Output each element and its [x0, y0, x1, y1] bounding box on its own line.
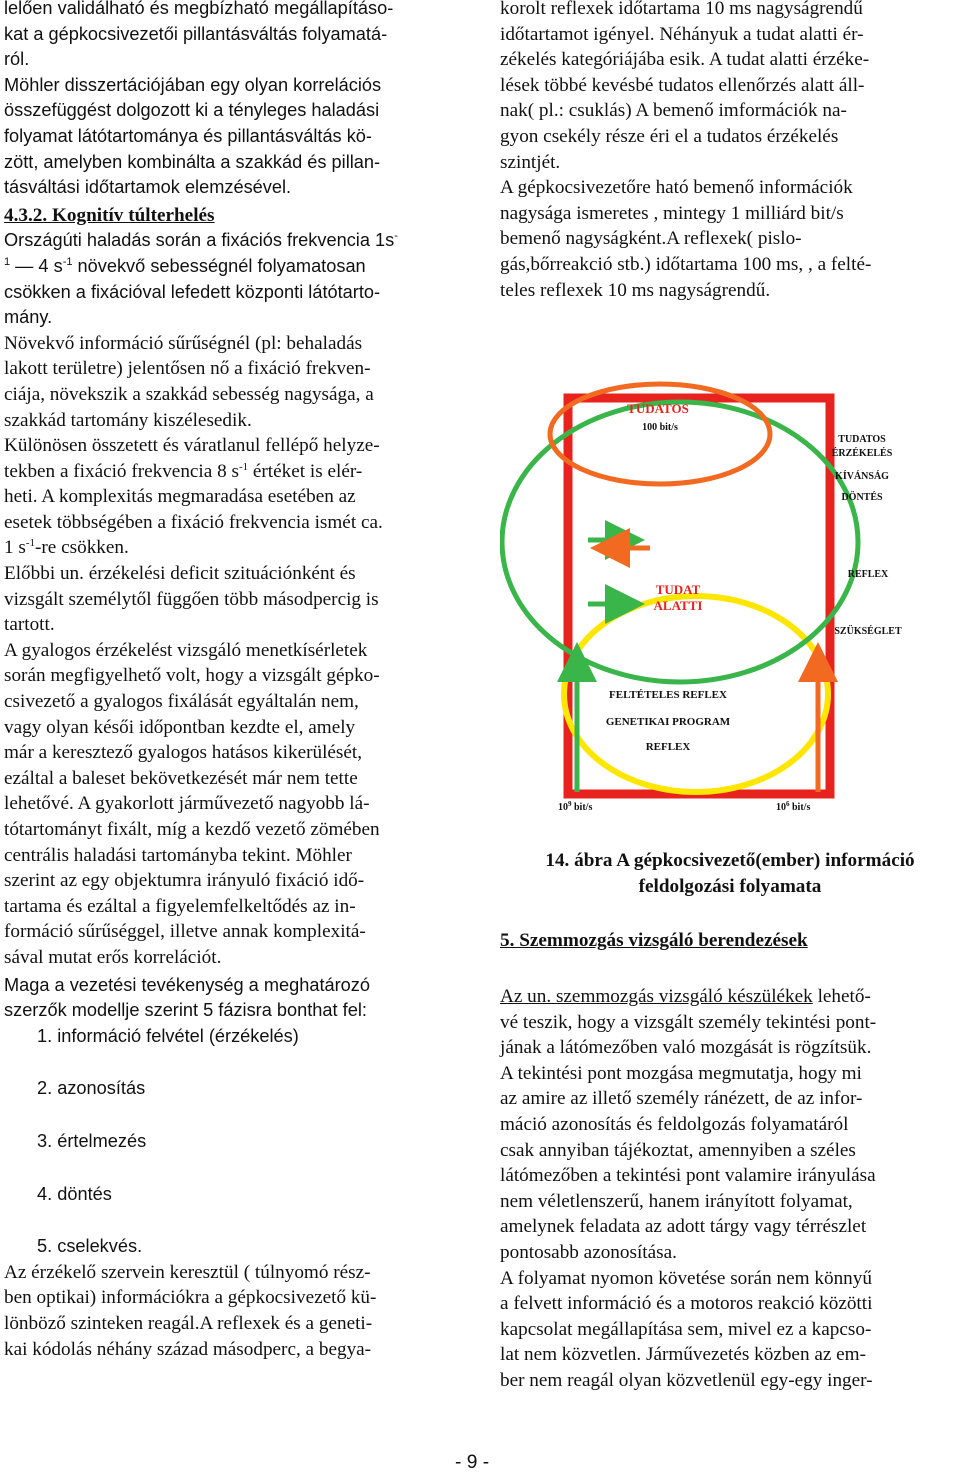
list-item: 5. cselekvés.	[37, 1236, 143, 1257]
paragraph-fixation	[4, 228, 456, 330]
text-line: vé teszik, hogy a vizsgált személy tekintési pont-	[500, 1011, 877, 1033]
text-line: kat a gépkocsivezetői pillantásváltás folyamatá-	[4, 23, 388, 44]
text-line: szakkád tartomány kiszélesedik.	[4, 409, 252, 431]
section-heading-szemmozgas: 5. Szemmozgás vizsgáló berendezések	[500, 930, 808, 951]
text-line: vizsgált személytől függően több másodpercig is	[4, 588, 379, 610]
text-line: zékelés kategóriájába esik. A tudat alatti érzéke-	[500, 49, 870, 71]
text-line: Előbbi un. érzékelési deficit szituációnként és	[4, 563, 356, 585]
phase-list	[4, 1024, 456, 1260]
section-heading-kognitiv: 4.3.2. Kognitív túlterhelés	[4, 204, 215, 226]
list-item: 2. azonosítás	[37, 1078, 146, 1099]
text-line: jának a látómezőben való mozgását is rögzítsük.	[500, 1037, 872, 1059]
text-line: lések többé kevésbé tudatos ellenőrzés alatt áll-	[500, 74, 865, 96]
text-line: korolt reflexek időtartama 10 ms nagyságrendű	[500, 0, 863, 19]
page-number: - 9 -	[455, 1452, 490, 1473]
text-line: tásváltási időtartamok elemzésével.	[4, 177, 292, 198]
label-bits-left: $10^9$ bit/s	[558, 800, 593, 813]
text-line: az amire az illető személy ránézett, de az infor-	[500, 1088, 863, 1110]
figure-diagram	[500, 352, 960, 822]
paragraph-motor-reaction	[500, 1266, 958, 1394]
text-line: vagy olyan késői időpontban kezdte el, amely	[4, 716, 356, 738]
text-line: tótartományt fixált, míg a kezdő vezető zömében	[4, 819, 380, 840]
text-line: sával mutat erős korrelációt.	[4, 946, 222, 968]
figure-caption	[500, 848, 960, 900]
label-100bits: 100 bit/s	[642, 422, 678, 433]
text-line: formáció sűrűséggel, illetve annak komplexitá-	[4, 921, 366, 943]
text-line: A tekintési pont mozgása megmutatja, hogy mi	[500, 1062, 862, 1084]
text-line: ról.	[4, 49, 30, 70]
label-kivansag: KÍVÁNSÁG	[835, 471, 889, 482]
text-line: lelően validálható és megbízható megállapításo-	[4, 0, 394, 18]
paragraph-eye-tracking	[500, 984, 958, 1266]
text-line: heti. A komplexitás megmaradása esetében az	[4, 486, 356, 508]
label-reflex-bottom: REFLEX	[645, 741, 691, 753]
text-line: Az érzékelő szervein keresztül ( túlnyomó rész-	[4, 1261, 371, 1283]
information-processing-figure	[500, 352, 960, 822]
text-line: a felvett információ és a motoros reakció közötti	[500, 1293, 873, 1315]
text-line: lehetővé. A gyakorlott járművezető nagyobb lá-	[4, 793, 370, 815]
paragraph-info-volume	[500, 175, 958, 303]
text-line: lönböző szinteken reagál.A reflexek és a geneti-	[4, 1312, 373, 1334]
text-line: ben optikai) információkra a gépkocsivezető kü-	[4, 1287, 377, 1309]
text-line: A folyamat nyomon követése során nem könnyű	[500, 1267, 872, 1289]
text-line: ezáltal a baleset bekövetkezését már nem tette	[4, 767, 358, 789]
text-line: már a keresztező gyalogos hatásos kikerülését,	[4, 742, 363, 764]
text-line: Az un. szemmozgás vizsgáló készülékek lehető-	[500, 986, 871, 1007]
text-line: összefüggést dolgozott ki a tényleges haladási	[4, 100, 380, 121]
text-line: amelynek feladata az adott tárgy vagy térrészlet	[500, 1216, 867, 1238]
text-line: csökken a fixációval lefedett központi látótarto-	[4, 281, 381, 302]
text-line: pontosabb azonosítása.	[500, 1241, 677, 1263]
text-line: szerint az egy objektumra irányuló fixáció idő-	[4, 870, 365, 892]
paragraph-density	[4, 331, 456, 638]
text-line: csivezető a gyalogos fixálását egyáltalán nem,	[4, 691, 359, 713]
text-line: tekben a fixáció frekvencia 8 $s^{-1}$ értéket is elér-	[4, 460, 363, 482]
text-line: Országúti haladás során a fixációs frekvencia 1s-	[4, 230, 398, 251]
text-line: nem véletlenszerű, hanem irányított folyamat,	[500, 1190, 853, 1212]
left-column	[4, 0, 456, 1362]
text-line: időtartamot igényel. Néhányuk a tudat alatti ér-	[500, 23, 864, 45]
text-line: máció azonosítás és feldolgozás folyamatáról	[500, 1113, 849, 1135]
text-line: 1 $s^{-1}-re$ csökken.	[4, 537, 129, 559]
label-tudat: TUDAT	[655, 582, 701, 597]
paragraph-senses	[4, 1260, 456, 1362]
green-ellipse	[502, 402, 858, 682]
label-tudatos: TUDATOS	[627, 401, 689, 416]
label-alatti: ALATTI	[653, 598, 703, 613]
text-line: nagysága ismeretes , mintegy 1 milliárd bit/s	[500, 202, 844, 224]
text-line: kai kódolás néhány század másodperc, a begya-	[4, 1338, 372, 1360]
text-line: Növekvő információ sűrűségnél (pl: behaladás	[4, 332, 363, 354]
paragraph-phases-intro	[4, 973, 456, 1024]
text-line: szerzők modellje szerint 5 fázisra bonthat fel:	[4, 1000, 367, 1021]
label-dontes: DÖNTÉS	[841, 492, 883, 503]
label-genetikai-program: GENETIKAI PROGRAM	[605, 716, 731, 728]
text-line: ber nem reagál olyan közvetlenül egy-egy inger-	[500, 1369, 873, 1391]
text-line: Maga a vezetési tevékenység a meghatározó	[4, 974, 370, 995]
text-line: A gyalogos érzékelést vizsgáló menetkísérletek	[4, 639, 368, 661]
label-reflex-right: REFLEX	[847, 569, 889, 580]
text-line: bemenő nagyságként.A reflexek( pislo-	[500, 228, 802, 250]
label-tudatos-right: TUDATOS	[838, 434, 886, 445]
text-line: mány.	[4, 307, 53, 328]
text-line: szintjét.	[500, 151, 561, 173]
paragraph-pedestrian	[4, 638, 456, 971]
text-line: esetek többségében a fixáció frekvencia ismét ca.	[4, 511, 383, 533]
list-item: 4. döntés	[37, 1183, 112, 1204]
section5-body	[500, 984, 958, 1394]
text-line: Möhler disszertációjában egy olyan korrelációs	[4, 74, 382, 95]
text-line: ciája, növekszik a szakkád sebesség nagysága, a	[4, 383, 374, 405]
right-column	[500, 0, 958, 303]
text-line: $^1$ — 4 $s^{-1}$ növekvő sebességnél folyamatosan	[4, 255, 366, 276]
label-bits-right: $10^6$ bit/s	[776, 800, 811, 813]
text-line: kapcsolat megállapítása sem, mivel ez a kapcso-	[500, 1318, 872, 1340]
caption-line: feldolgozási folyamata	[638, 876, 822, 897]
list-item: 3. értelmezés	[37, 1130, 147, 1151]
text-line: lakott területre) jelentősen nő a fixáció frekven-	[4, 358, 371, 380]
text-line: lat nem közvetlen. Járművezetés közben az em-	[500, 1344, 866, 1366]
paragraph-intro	[4, 0, 456, 201]
text-line: folyamat látótartománya és pillantásváltás kö-	[4, 125, 372, 146]
label-szukseglet: SZÜKSÉGLET	[834, 626, 902, 637]
label-felteteles-reflex: FELTÉTELES REFLEX	[609, 689, 727, 701]
list-item: 1. információ felvétel (érzékelés)	[37, 1025, 299, 1046]
text-line: A gépkocsivezetőre ható bemenő információk	[500, 177, 853, 199]
text-line: csak annyiban tájékoztat, amennyiben a széles	[500, 1139, 856, 1161]
text-line: tartott.	[4, 614, 55, 636]
text-line: nak( pl.: csuklás) A bemenő imformációk na-	[500, 100, 847, 122]
text-line: látómezőben a tekintési pont valamire irányulása	[500, 1165, 876, 1187]
text-line: gás,bőrreakció stb.) időtartama 100 ms, , a felté-	[500, 253, 872, 275]
paragraph-reflex	[500, 0, 958, 175]
text-line: zött, amelyben kombinálta a szakkád és pillan-	[4, 151, 381, 172]
text-line: gyon csekély része éri el a tudatos érzékelés	[500, 125, 839, 147]
label-erzekeles: ÉRZÉKELÉS	[831, 448, 893, 459]
caption-line: 14. ábra A gépkocsivezető(ember) információ	[545, 850, 915, 871]
text-line: tartama és ezáltal a figyelemfelkeltődés az in-	[4, 895, 356, 917]
text-line: során megfigyelhető volt, hogy a vizsgált gépko-	[4, 665, 380, 687]
text-line: teles reflexek 10 ms nagyságrendű.	[500, 279, 771, 301]
text-line: Különösen összetett és váratlanul fellépő helyze-	[4, 435, 380, 457]
text-line: centrális haladási tartományba tekint. Möhler	[4, 844, 352, 866]
